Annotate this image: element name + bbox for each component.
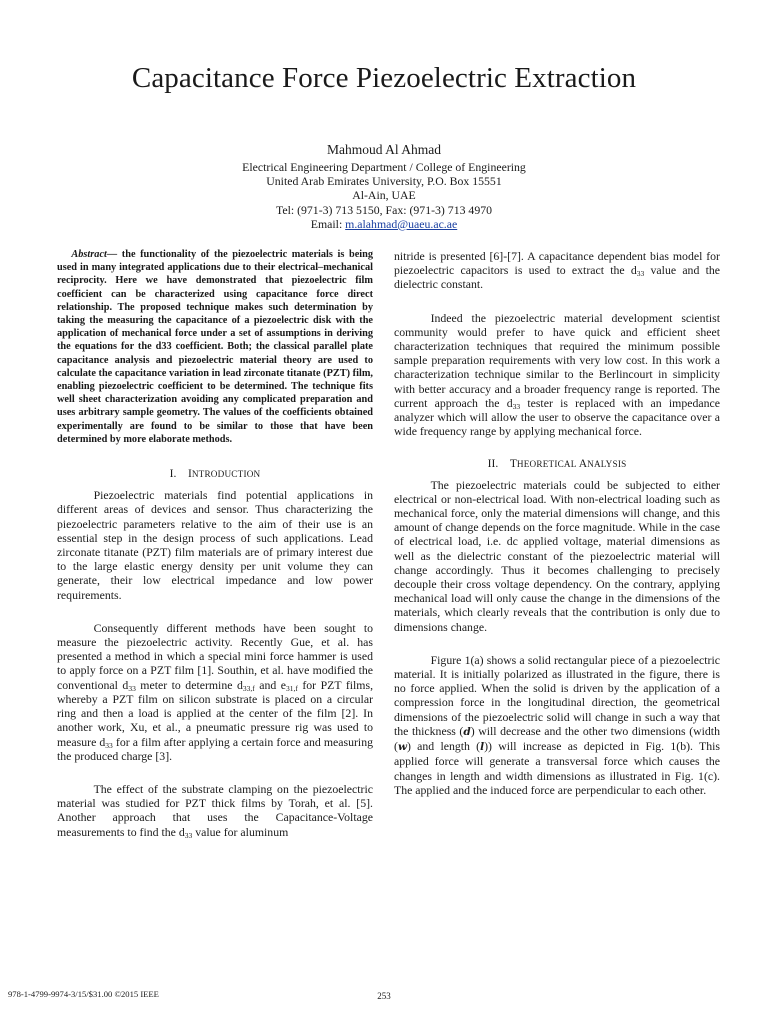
symbol-w: 𝒘 xyxy=(397,741,407,754)
symbol-d: 𝒅 xyxy=(463,725,471,738)
page-number: 253 xyxy=(377,991,391,1001)
theory-paragraph: Figure 1(a) shows a solid rectangular piece of a piezoelectric material. It is initially polarized as illustrated in the figure, there is no force applied. When the solid is driven by the application of a compression force in the longitudinal direction, the geometrical dimensions of the piezoelectric solid will change in such a way that the thickness (𝒅) will decrease and the other two dimensions (width (𝒘) and length (𝒍)) will increase as depicted in Fig. 1(b). This applied force will generate a transversal force which causes the changes in length and width dimensions as illustrated in Fig. 1(c). The applied and the induced force are perpendicular to each other. xyxy=(394,652,720,797)
symbol-l: 𝒍 xyxy=(480,741,485,754)
affiliation-line: United Arab Emirates University, P.O. Box 15551 xyxy=(266,174,502,189)
email-label: Email: xyxy=(310,216,346,231)
right-column xyxy=(394,249,720,797)
intro-paragraph: The effect of the substrate clamping on the piezoelectric material was studied for PZT thick films by Torah, et al. [5]. Another approach that uses the Capacitance-Voltage measurements to find the $d_{33}$ value for aluminum xyxy=(57,781,373,840)
abstract xyxy=(57,248,373,446)
affiliation-line: Al-Ain, UAE xyxy=(352,188,416,203)
abstract-label: Abstract— xyxy=(71,249,118,260)
affiliation-line: Electrical Engineering Department / College of Engineering xyxy=(242,160,526,174)
intro-paragraph: Piezoelectric materials find potential applications in different areas of devices and sensor. Thus characterizing the piezoelectric parameters relative to the aim of their use is an essential step in the design process of such applications. Lead zirconate titanate (PZT) film materials are of primary interest due to the large elastic energy density per unit volume they can generate, their low electrical impedance and low power requirements. xyxy=(57,488,373,602)
section-heading-introduction: I. INTRODUCTION xyxy=(169,467,261,481)
copyright-footer: 978-1-4799-9974-3/15/$31.00 ©2015 IEEE xyxy=(8,989,159,999)
author-name: Mahmoud Al Ahmad xyxy=(327,142,441,157)
affiliation-line: Tel: (971-3) 713 5150, Fax: (971-3) 713 4970 xyxy=(275,202,493,217)
section-heading-theoretical-analysis: II. THEORETICAL ANALYSIS xyxy=(487,457,627,471)
email-link[interactable]: m.alahmad@uaeu.ac.ae xyxy=(345,216,458,231)
email-line xyxy=(0,217,768,231)
body-paragraph: Indeed the piezoelectric material development scientist community would prefer to have quick and efficient sheet characterization techniques that required the minimum possible sample preparation requirements with very low cost. In this work a characterization technique similar to the Berlincourt in simplicity with better accuracy and a broader frequency range is reported. The current approach the $d_{33}$ tester is replaced with an impedance analyzer which will allow the user to observe the capacitance over a wide frequency range by applying mechanical force. xyxy=(394,310,720,439)
paper-title: Capacitance Force Piezoelectric Extraction xyxy=(131,62,637,94)
theory-paragraph: The piezoelectric materials could be subjected to either electrical or non-electrical load. With non-electrical loading such as mechanical force, only the material dimensions will change, and this amount of change depends on the force magnitude. While in the case of electrical load, i.e. dc applied voltage, material dimensions as well as the dielectric constant of the piezoelectric material will change accordingly. Thus it becomes challenging to precisely decouple their cross voltage dependency. On the contrary, applying mechanical load will only cause the change in the dimensions of the materials, which clearly reveals that the contribution is only due to dimensions change. xyxy=(394,477,720,634)
intro-paragraph: Consequently different methods have been sought to measure the piezoelectric activity. Recently Gue, et al. has presented a method in which a special mini force hammer is used to apply force on a PZT film [1]. Southin, et al. have modified the conventional $d_{33}$ meter to determine $d_{33,f}$ and $e_{31,f}$ for PZT films, whereby a PZT film on silicon substrate is placed on a circular ring and then a load is applied at the center of the film [2]. In another work, Xu, et al., a pneumatic pressure rig was used to measure $d_{33}$ for a film after applying a certain force and measuring the produced charge [3]. xyxy=(57,620,374,763)
body-paragraph: nitride is presented [6]-[7]. A capacitance dependent bias model for piezoelectric capacitors is used to extract the $d_{33}$ value and the dielectric constant. xyxy=(394,249,720,292)
affiliation-block xyxy=(0,160,768,231)
abstract-text: the functionality of the piezoelectric materials is being used in many integrated applications due to their electrical–mechanical reciprocity. Here we have demonstrated that piezoelectric film coefficient can be characterized using capacitance force direct relationship. The proposed technique makes such determination by taking the measuring the capacitance of a piezoelectric disk with the application of mechanical force under a set of assumptions in deriving the equations for the d33 coefficient. Both; the classical parallel plate capacitance analysis and piezoelectric material theory are used to calculate the capacitance variation in lead zirconate titanate (PZT) film, enabling piezoelectric coefficient to be determined. The technique fits well sheet characterization avoiding any complicated preparation and uses arbitrary sample geometry. The values of the coefficients obtained experimentally are found to be similar to those that have been determined by more elaborate methods. xyxy=(57,249,373,445)
left-column xyxy=(57,248,373,839)
